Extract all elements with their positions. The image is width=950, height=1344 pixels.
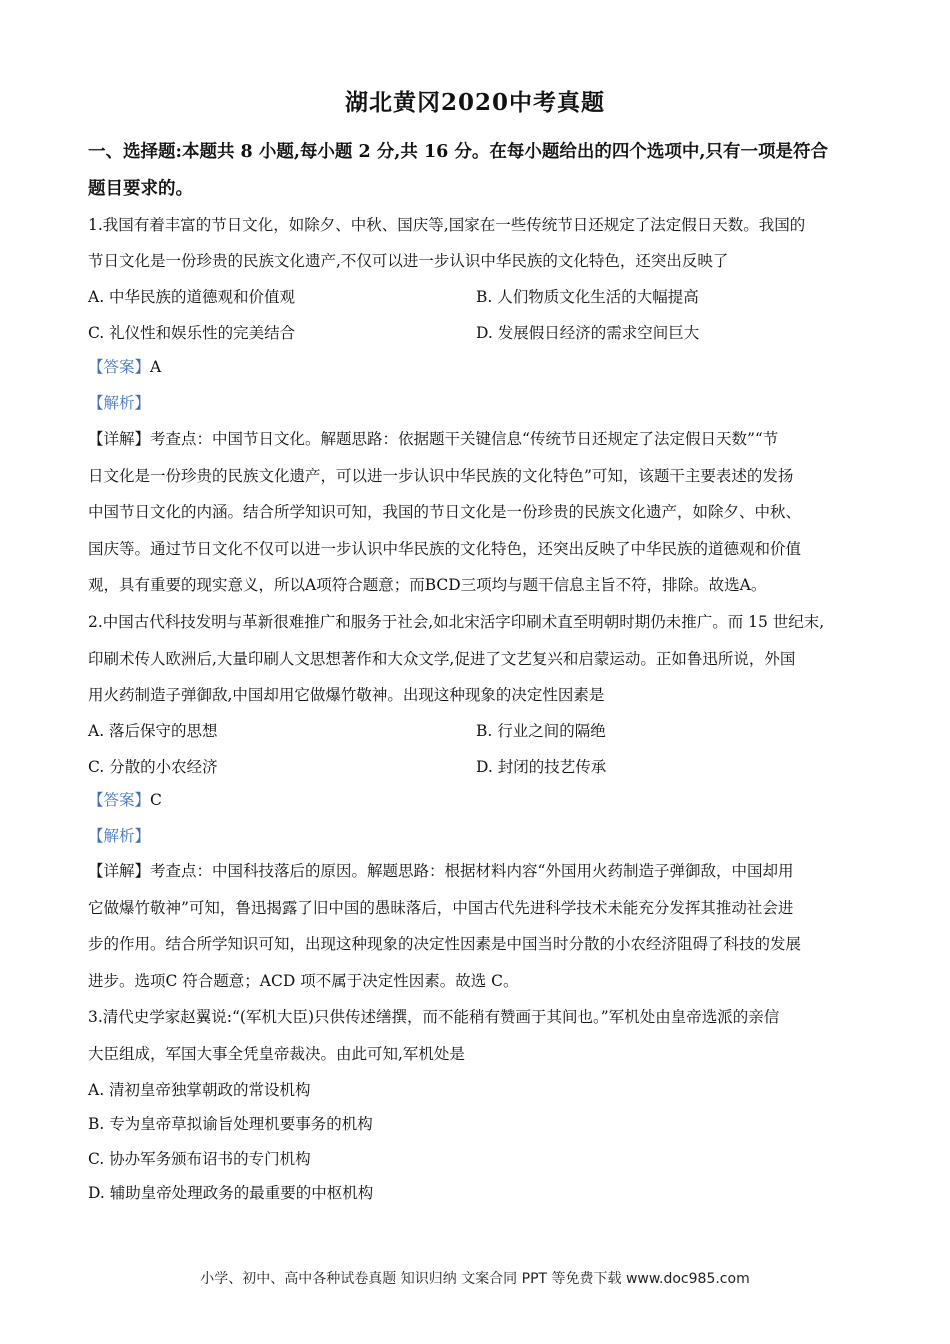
q2-stem-line1: 2.中国古代科技发明与革新很难推广和服务于社会,如北宋活字印刷术直至明朝时期仍未推广。而 15 世纪末, xyxy=(88,613,825,631)
q3-stem-line1: 3.清代史学家赵翼说:“(军机大臣)只供传述缮撰，而不能稍有赞画于其间也。”军机处由皇帝选派的亲信 xyxy=(88,1008,780,1026)
q1-answer xyxy=(88,357,161,377)
q1-detail-line2: 日文化是一份珍贵的民族文化遗产，可以进一步认识中华民族的文化特色”可知，该题干主要表述的发扬 xyxy=(88,467,794,485)
q2-detail-line1 xyxy=(88,861,793,881)
q1-detail-line5: 观，具有重要的现实意义，所以A项符合题意；而BCD三项均与题干信息主旨不符，排除。故选A。 xyxy=(88,576,767,594)
q1-detail-line4: 国庆等。通过节日文化不仅可以进一步认识中华民族的文化特色，还突出反映了中华民族的道德观和价值 xyxy=(88,540,802,558)
q2-detail-text1: 考查点：中国科技落后的原因。解题思路：根据材料内容“外国用火药制造子弹御敌，中国却用 xyxy=(150,862,794,880)
answer-tag: 【答案】 xyxy=(88,791,151,809)
answer-tag: 【答案】 xyxy=(88,358,151,376)
q2-answer xyxy=(88,790,162,810)
q2-detail-line4: 进步。选项C 符合题意；ACD 项不属于决定性因素。故选 C。 xyxy=(88,972,519,990)
q2-stem-line2: 印刷术传人欧洲后,大量印刷人文思想著作和大众文学,促进了文艺复兴和启蒙运动。正如鲁迅所说，外国 xyxy=(88,650,796,668)
section-heading-line2: 题目要求的。 xyxy=(88,179,193,199)
q1-option-a: A. 中华民族的道德观和价值观 xyxy=(88,288,296,306)
q2-stem-line3: 用火药制造子弹御敌,中国却用它做爆竹敬神。出现这种现象的决定性因素是 xyxy=(88,686,605,704)
q1-stem-line1: 1.我国有着丰富的节日文化，如除夕、中秋、国庆等,国家在一些传统节日还规定了法定假日天数。我国的 xyxy=(88,216,806,234)
q2-detail-line3: 步的作用。结合所学知识可知，出现这种现象的决定性因素是中国当时分散的小农经济阻碍了科技的发展 xyxy=(88,935,802,953)
q3-option-d: D. 辅助皇帝处理政务的最重要的中枢机构 xyxy=(88,1184,374,1202)
q2-option-b: B. 行业之间的隔绝 xyxy=(476,722,606,740)
detail-tag: 【详解】 xyxy=(88,430,151,448)
q1-option-d: D. 发展假日经济的需求空间巨大 xyxy=(476,324,700,342)
q1-analysis-tag: 【解析】 xyxy=(88,394,151,412)
page-title: 湖北黄冈2020中考真题 xyxy=(344,89,605,116)
q3-option-a: A. 清初皇帝独掌朝政的常设机构 xyxy=(88,1081,311,1099)
q2-detail-line2: 它做爆竹敬神”可知，鲁迅揭露了旧中国的愚昧落后，中国古代先进科学技术未能充分发挥其推动社会进 xyxy=(88,899,794,917)
page-footer: 小学、初中、高中各种试卷真题 知识归纳 文案合同 PPT 等免费下载 www.doc985.com xyxy=(200,1271,750,1287)
q1-option-c: C. 礼仪性和娱乐性的完美结合 xyxy=(88,324,296,342)
q1-option-b: B. 人们物质文化生活的大幅提高 xyxy=(476,288,699,306)
q3-stem-line2: 大臣组成，军国大事全凭皇帝裁决。由此可知,军机处是 xyxy=(88,1045,465,1063)
detail-tag: 【详解】 xyxy=(88,862,151,880)
q2-analysis-tag: 【解析】 xyxy=(88,827,151,845)
q2-option-a: A. 落后保守的思想 xyxy=(88,722,218,740)
q1-detail-line3: 中国节日文化的内涵。结合所学知识可知，我国的节日文化是一份珍贵的民族文化遗产，如除夕、中秋、 xyxy=(88,503,802,521)
q1-detail-text1: 考查点：中国节日文化。解题思路：依据题干关键信息“传统节日还规定了法定假日天数”“节 xyxy=(150,430,779,448)
q2-answer-value: C xyxy=(150,791,162,809)
q1-answer-value: A xyxy=(150,358,162,376)
q2-option-d: D. 封闭的技艺传承 xyxy=(476,758,607,776)
q1-detail-line1 xyxy=(88,429,778,449)
q3-option-b: B. 专为皇帝草拟谕旨处理机要事务的机构 xyxy=(88,1115,373,1133)
section-heading-line1: 一、选择题:本题共 8 小题,每小题 2 分,共 16 分。在每小题给出的四个选项中,只有一项是符合 xyxy=(88,142,828,162)
q1-stem-line2: 节日文化是一份珍贵的民族文化遗产,不仅可以进一步认识中华民族的文化特色，还突出反映了 xyxy=(88,252,729,270)
q3-option-c: C. 协办军务颁布诏书的专门机构 xyxy=(88,1150,311,1168)
q2-option-c: C. 分散的小农经济 xyxy=(88,758,218,776)
